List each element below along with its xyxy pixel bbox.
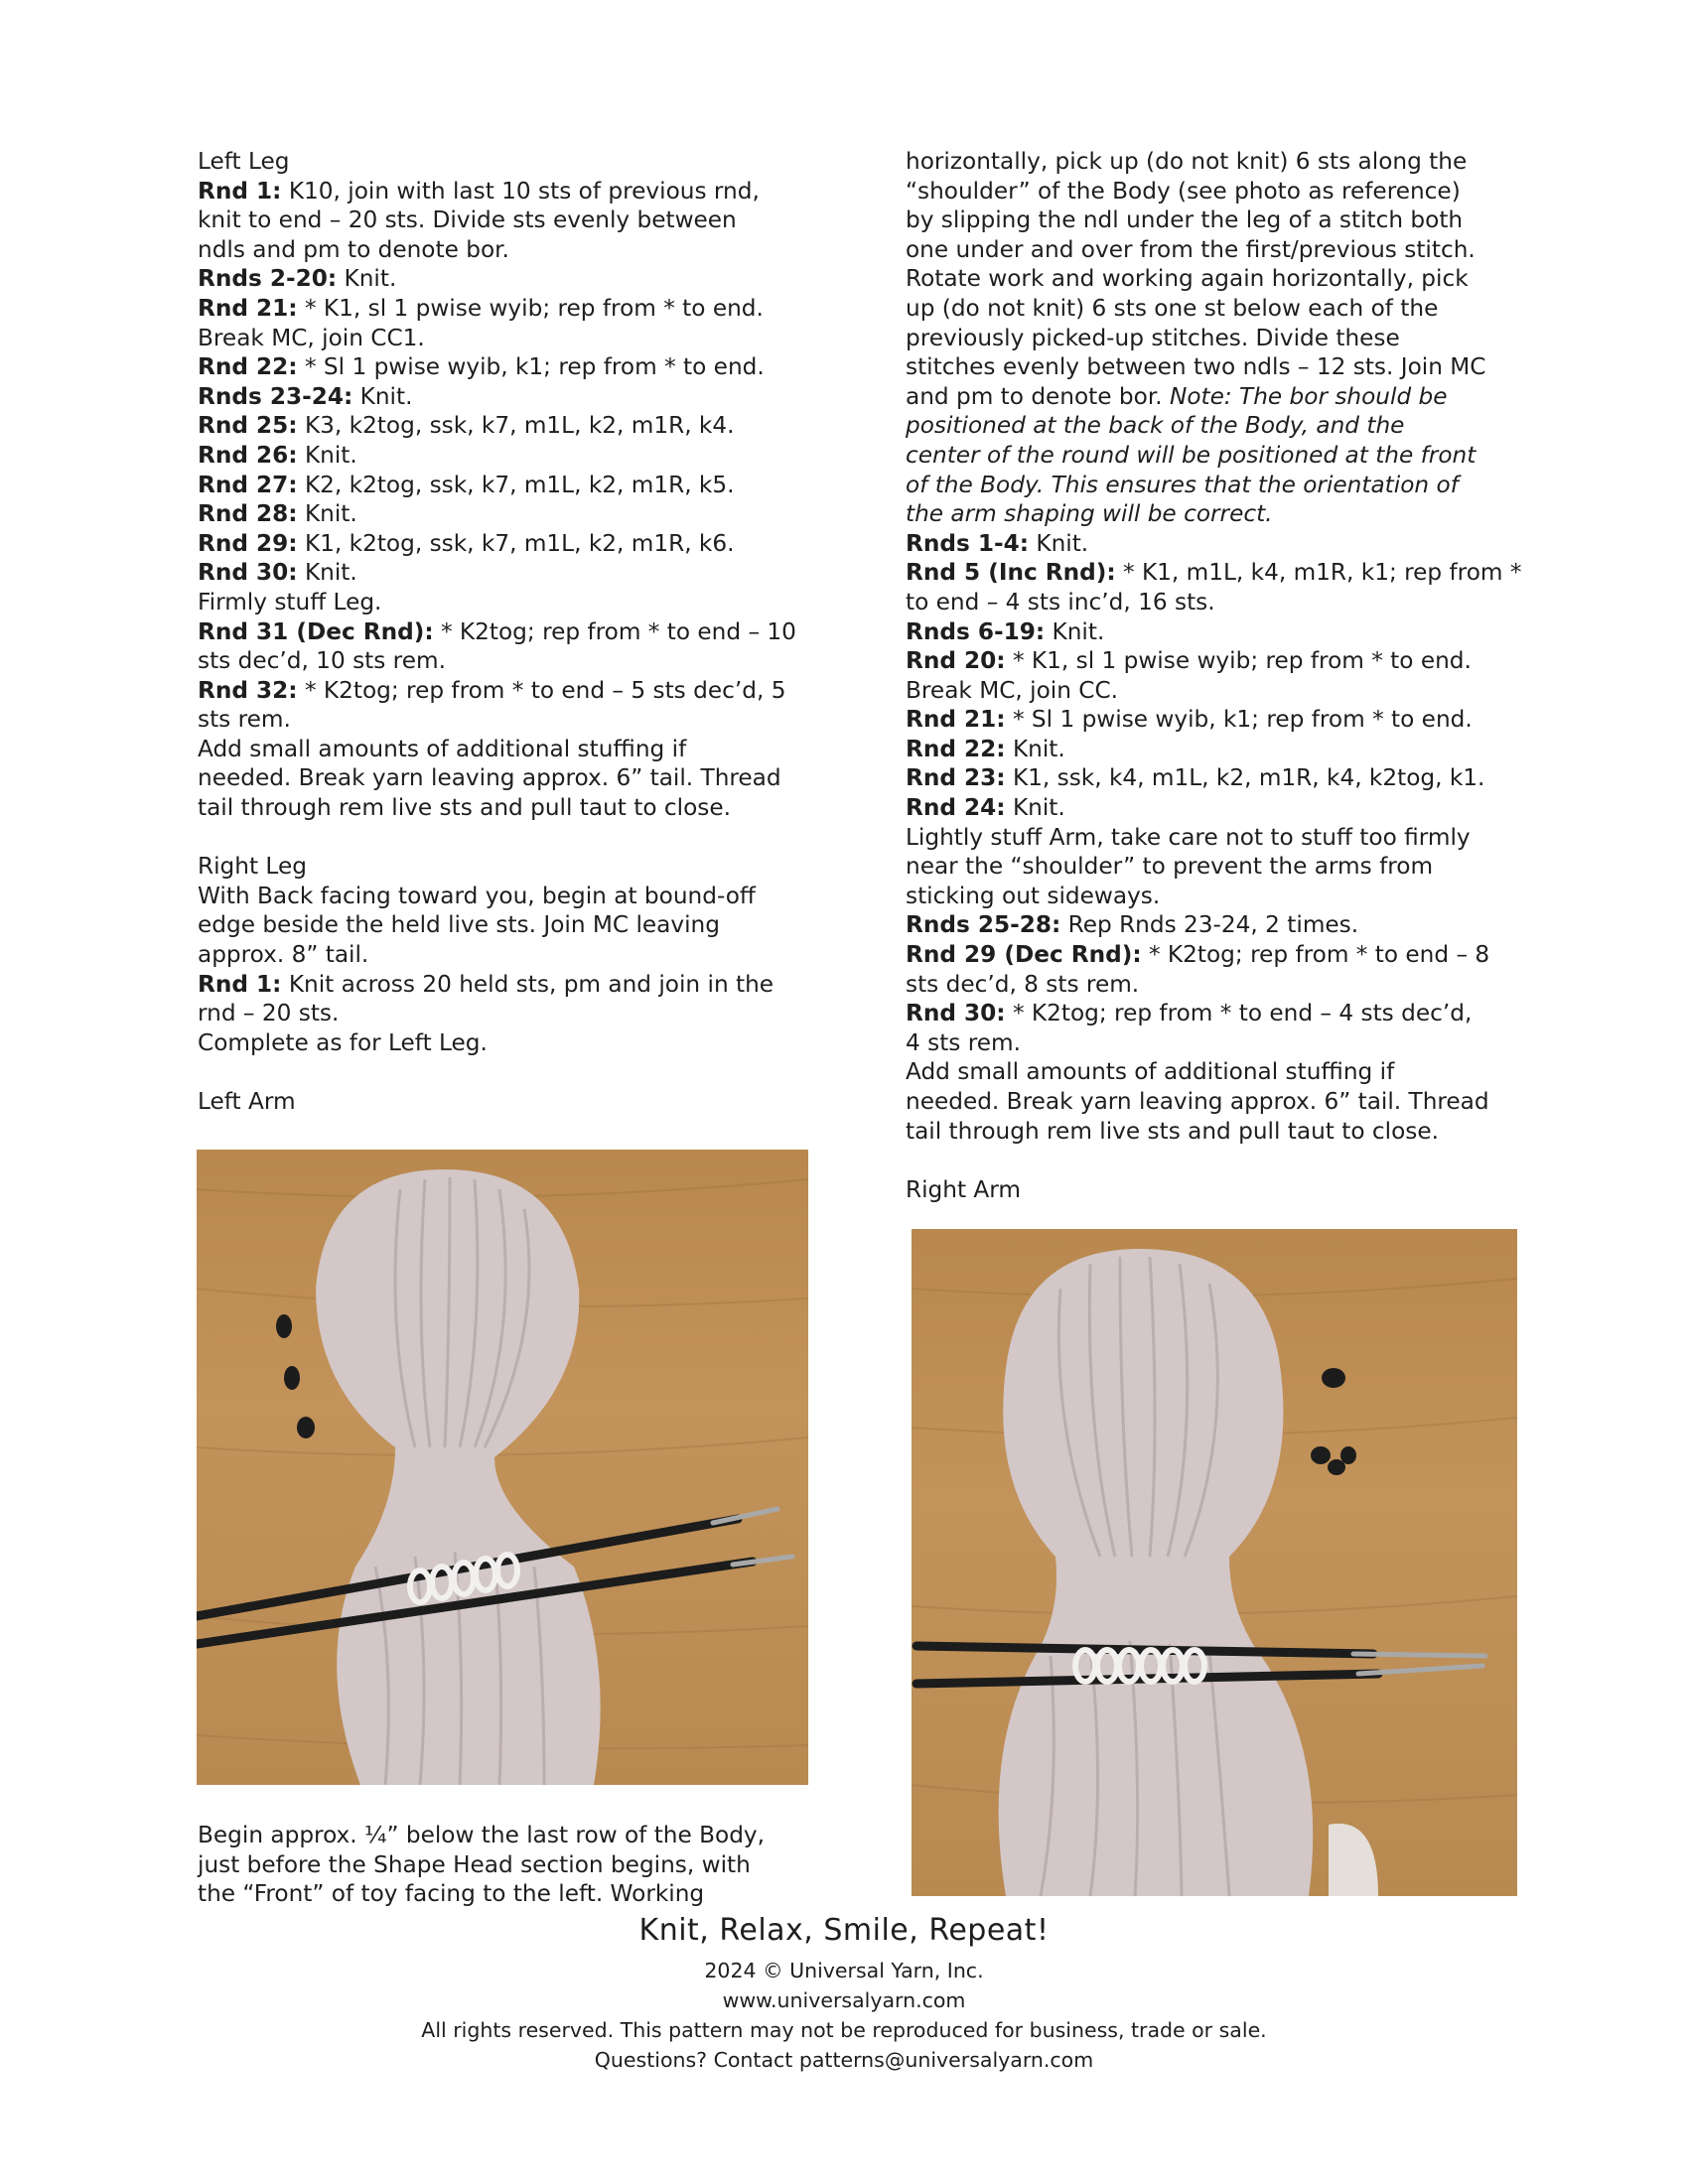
note-italic: Note: The bor should be [1169,382,1448,410]
left-arm-photo [197,1150,808,1785]
instruction-line [198,471,833,500]
note-line: positioned at the back of the Body, and the [906,412,1405,440]
round-text: K2, k2tog, ssk, k7, m1L, k2, m1R, k5. [297,471,735,498]
instruction-line [906,882,1541,911]
instruction-line [198,882,833,911]
instruction-line [198,294,833,324]
instruction-line [198,970,833,1000]
instruction-line [198,676,833,706]
instruction-line [198,705,833,735]
round-label: Rnds 25-28: [906,911,1061,939]
instruction-line [906,617,1541,647]
round-label: Rnd 1: [198,970,282,998]
round-text: Add small amounts of additional stuffing if [906,1058,1395,1086]
instruction-line [198,441,833,471]
instruction-line [198,735,833,764]
round-text: near the “shoulder” to prevent the arms from [906,853,1434,881]
round-text: Knit. [297,441,357,469]
note-prefix: and pm to denote bor. [906,382,1170,410]
left-arm-paragraph [198,1821,765,1909]
instruction-line [198,910,833,940]
round-text: rnd – 20 sts. [198,1000,340,1027]
round-text: Knit. [352,382,413,410]
instruction-line [906,558,1541,588]
instruction-line [906,823,1541,853]
round-text: Firmly stuff Leg. [198,588,382,615]
instruction-line [198,235,833,265]
instruction-line [198,411,833,441]
instruction-line [198,499,833,529]
round-label: Rnd 20: [906,647,1006,675]
round-text: Knit. [297,500,357,528]
round-label: Rnd 30: [198,559,298,587]
arm-round-instructions [906,529,1541,1146]
instruction-line [906,852,1541,882]
round-label: Rnd 24: [906,794,1006,822]
round-label: Rnds 2-20: [198,265,338,293]
section-heading-right-leg: Right Leg [198,853,307,881]
left-leg-instructions [198,177,833,823]
round-text: * K2tog; rep from * to end – 4 sts dec’d, [1005,1000,1473,1027]
round-text: K1, k2tog, ssk, k7, m1L, k2, m1R, k6. [297,529,735,557]
round-label: Rnd 22: [198,353,298,381]
instruction-line: by slipping the ndl under the leg of a stitch both [906,206,1464,234]
round-label: Rnds 6-19: [906,617,1046,645]
round-text: sts dec’d, 8 sts rem. [906,970,1140,998]
paragraph-line: Begin approx. ¼” below the last row of the Body, [198,1822,766,1848]
round-text: * Sl 1 pwise wyib, k1; rep from * to end. [1005,706,1473,734]
instruction-line [198,793,833,823]
round-text: K1, ssk, k4, m1L, k2, m1R, k4, k2tog, k1. [1005,764,1485,792]
round-label: Rnd 29: [198,529,298,557]
round-text: Lightly stuff Arm, take care not to stuff too firmly [906,823,1471,851]
round-text: Break MC, join CC. [906,676,1119,704]
left-column [198,147,833,1117]
round-text: Knit. [337,265,397,293]
instruction-line [906,529,1541,559]
note-line: center of the round will be positioned at the front [906,441,1477,469]
section-heading-left-leg: Left Leg [198,148,290,175]
instruction-line [198,382,833,412]
round-text: sts dec’d, 10 sts rem. [198,647,446,675]
footer-rights: All rights reserved. This pattern may not be reproduced for business, trade or sale. [421,2018,1267,2042]
round-text: * K1, m1L, k4, m1R, k1; rep from * [1115,559,1522,587]
note-line: the arm shaping will be correct. [906,500,1273,528]
round-text: * K2tog; rep from * to end – 10 [433,617,796,645]
round-text: With Back facing toward you, begin at bound-off [198,882,756,909]
note-line: of the Body. This ensures that the orientation of [906,471,1459,498]
section-heading-left-arm: Left Arm [198,1088,296,1115]
round-text: Knit across 20 held sts, pm and join in the [281,970,774,998]
round-label: Rnd 25: [198,412,298,440]
instruction-line: previously picked-up stitches. Divide these [906,324,1400,351]
instruction-line [906,970,1541,1000]
footer-website[interactable]: www.universalyarn.com [722,1988,966,2012]
instruction-line: Rotate work and working again horizontally, pick [906,265,1469,293]
right-column [906,147,1541,1204]
instruction-line: stitches evenly between two ndls – 12 sts. Join MC [906,353,1486,381]
instruction-line [198,1028,833,1058]
round-text: sticking out sideways. [906,882,1161,909]
round-text: ndls and pm to denote bor. [198,235,509,263]
instruction-line [906,910,1541,940]
round-label: Rnd 1: [198,177,282,205]
left-arm-instructions-continued [906,147,1541,382]
round-label: Rnd 23: [906,764,1006,792]
round-text: * K2tog; rep from * to end – 5 sts dec’d, 5 [297,676,786,704]
instruction-line [906,940,1541,970]
instruction-line [198,558,833,588]
instruction-line [198,940,833,970]
round-label: Rnd 29 (Dec Rnd): [906,941,1142,969]
round-text: * K1, sl 1 pwise wyib; rep from * to end. [297,294,764,322]
round-text: to end – 4 sts inc’d, 16 sts. [906,588,1215,615]
round-text: Break MC, join CC1. [198,324,425,351]
round-label: Rnd 26: [198,441,298,469]
paragraph-line: just before the Shape Head section begins, with [198,1850,751,1878]
instruction-line [198,588,833,617]
round-text: Knit. [1045,617,1105,645]
right-leg-instructions [198,882,833,1058]
instruction-line [906,793,1541,823]
round-text: 4 sts rem. [906,1028,1021,1056]
instruction-line [906,588,1541,617]
note-line [906,382,1541,412]
instruction-line [198,529,833,559]
instruction-line [906,1087,1541,1117]
instruction-line [198,763,833,793]
round-text: Complete as for Left Leg. [198,1028,488,1056]
instruction-line [198,264,833,294]
instruction-line [906,999,1541,1028]
round-text: Add small amounts of additional stuffing if [198,735,687,762]
round-label: Rnd 31 (Dec Rnd): [198,617,434,645]
round-text: Knit. [1005,735,1065,762]
right-arm-photo [912,1229,1517,1896]
instruction-line [198,646,833,676]
round-text: tail through rem live sts and pull taut to close. [198,794,732,822]
instruction-line [906,1028,1541,1058]
section-heading-right-arm: Right Arm [906,1175,1022,1203]
round-label: Rnd 21: [906,706,1006,734]
instruction-line: one under and over from the first/previous stitch. [906,235,1476,263]
instruction-line: up (do not knit) 6 sts one st below each of the [906,294,1439,322]
round-label: Rnd 27: [198,471,298,498]
round-text: tail through rem live sts and pull taut to close. [906,1117,1440,1145]
instruction-line [906,646,1541,676]
round-text: Knit. [1005,794,1065,822]
round-text: approx. 8” tail. [198,941,369,969]
round-text: edge beside the held live sts. Join MC leaving [198,911,720,939]
instruction-line [906,1117,1541,1147]
round-text: * K2tog; rep from * to end – 8 [1141,941,1490,969]
footer-contact[interactable]: Questions? Contact patterns@universalyarn.com [594,2048,1094,2072]
round-label: Rnd 5 (Inc Rnd): [906,559,1116,587]
round-text: K10, join with last 10 sts of previous rnd, [281,177,760,205]
round-label: Rnds 23-24: [198,382,353,410]
round-text: needed. Break yarn leaving approx. 6” tail. Thread [906,1088,1489,1115]
round-text: sts rem. [198,706,291,734]
round-label: Rnd 21: [198,294,298,322]
instruction-line [906,705,1541,735]
instruction-line [198,617,833,647]
instruction-line: “shoulder” of the Body (see photo as reference) [906,177,1461,205]
round-text: * K1, sl 1 pwise wyib; rep from * to end. [1005,647,1472,675]
instruction-line [198,352,833,382]
round-label: Rnd 30: [906,1000,1006,1027]
round-text: knit to end – 20 sts. Divide sts evenly between [198,206,737,234]
round-text: needed. Break yarn leaving approx. 6” tail. Thread [198,764,781,792]
instruction-line [198,177,833,206]
footer-copyright: 2024 © Universal Yarn, Inc. [704,1959,984,1982]
round-text: Rep Rnds 23-24, 2 times. [1060,911,1359,939]
round-label: Rnd 28: [198,500,298,528]
round-label: Rnd 32: [198,676,298,704]
instruction-line [198,324,833,353]
footer-tagline: Knit, Relax, Smile, Repeat! [638,1913,1050,1948]
instruction-line [906,735,1541,764]
round-label: Rnds 1-4: [906,529,1029,557]
paragraph-line: the “Front” of toy facing to the left. Working [198,1880,705,1908]
round-text: Knit. [1029,529,1089,557]
instruction-line: horizontally, pick up (do not knit) 6 sts along the [906,148,1468,175]
instruction-line [906,676,1541,706]
round-text: Knit. [297,559,357,587]
instruction-line [198,205,833,235]
instruction-line [198,999,833,1028]
round-label: Rnd 22: [906,735,1006,762]
instruction-line [906,1057,1541,1087]
instruction-line [906,763,1541,793]
round-text: K3, k2tog, ssk, k7, m1L, k2, m1R, k4. [297,412,735,440]
round-text: * Sl 1 pwise wyib, k1; rep from * to end. [297,353,765,381]
